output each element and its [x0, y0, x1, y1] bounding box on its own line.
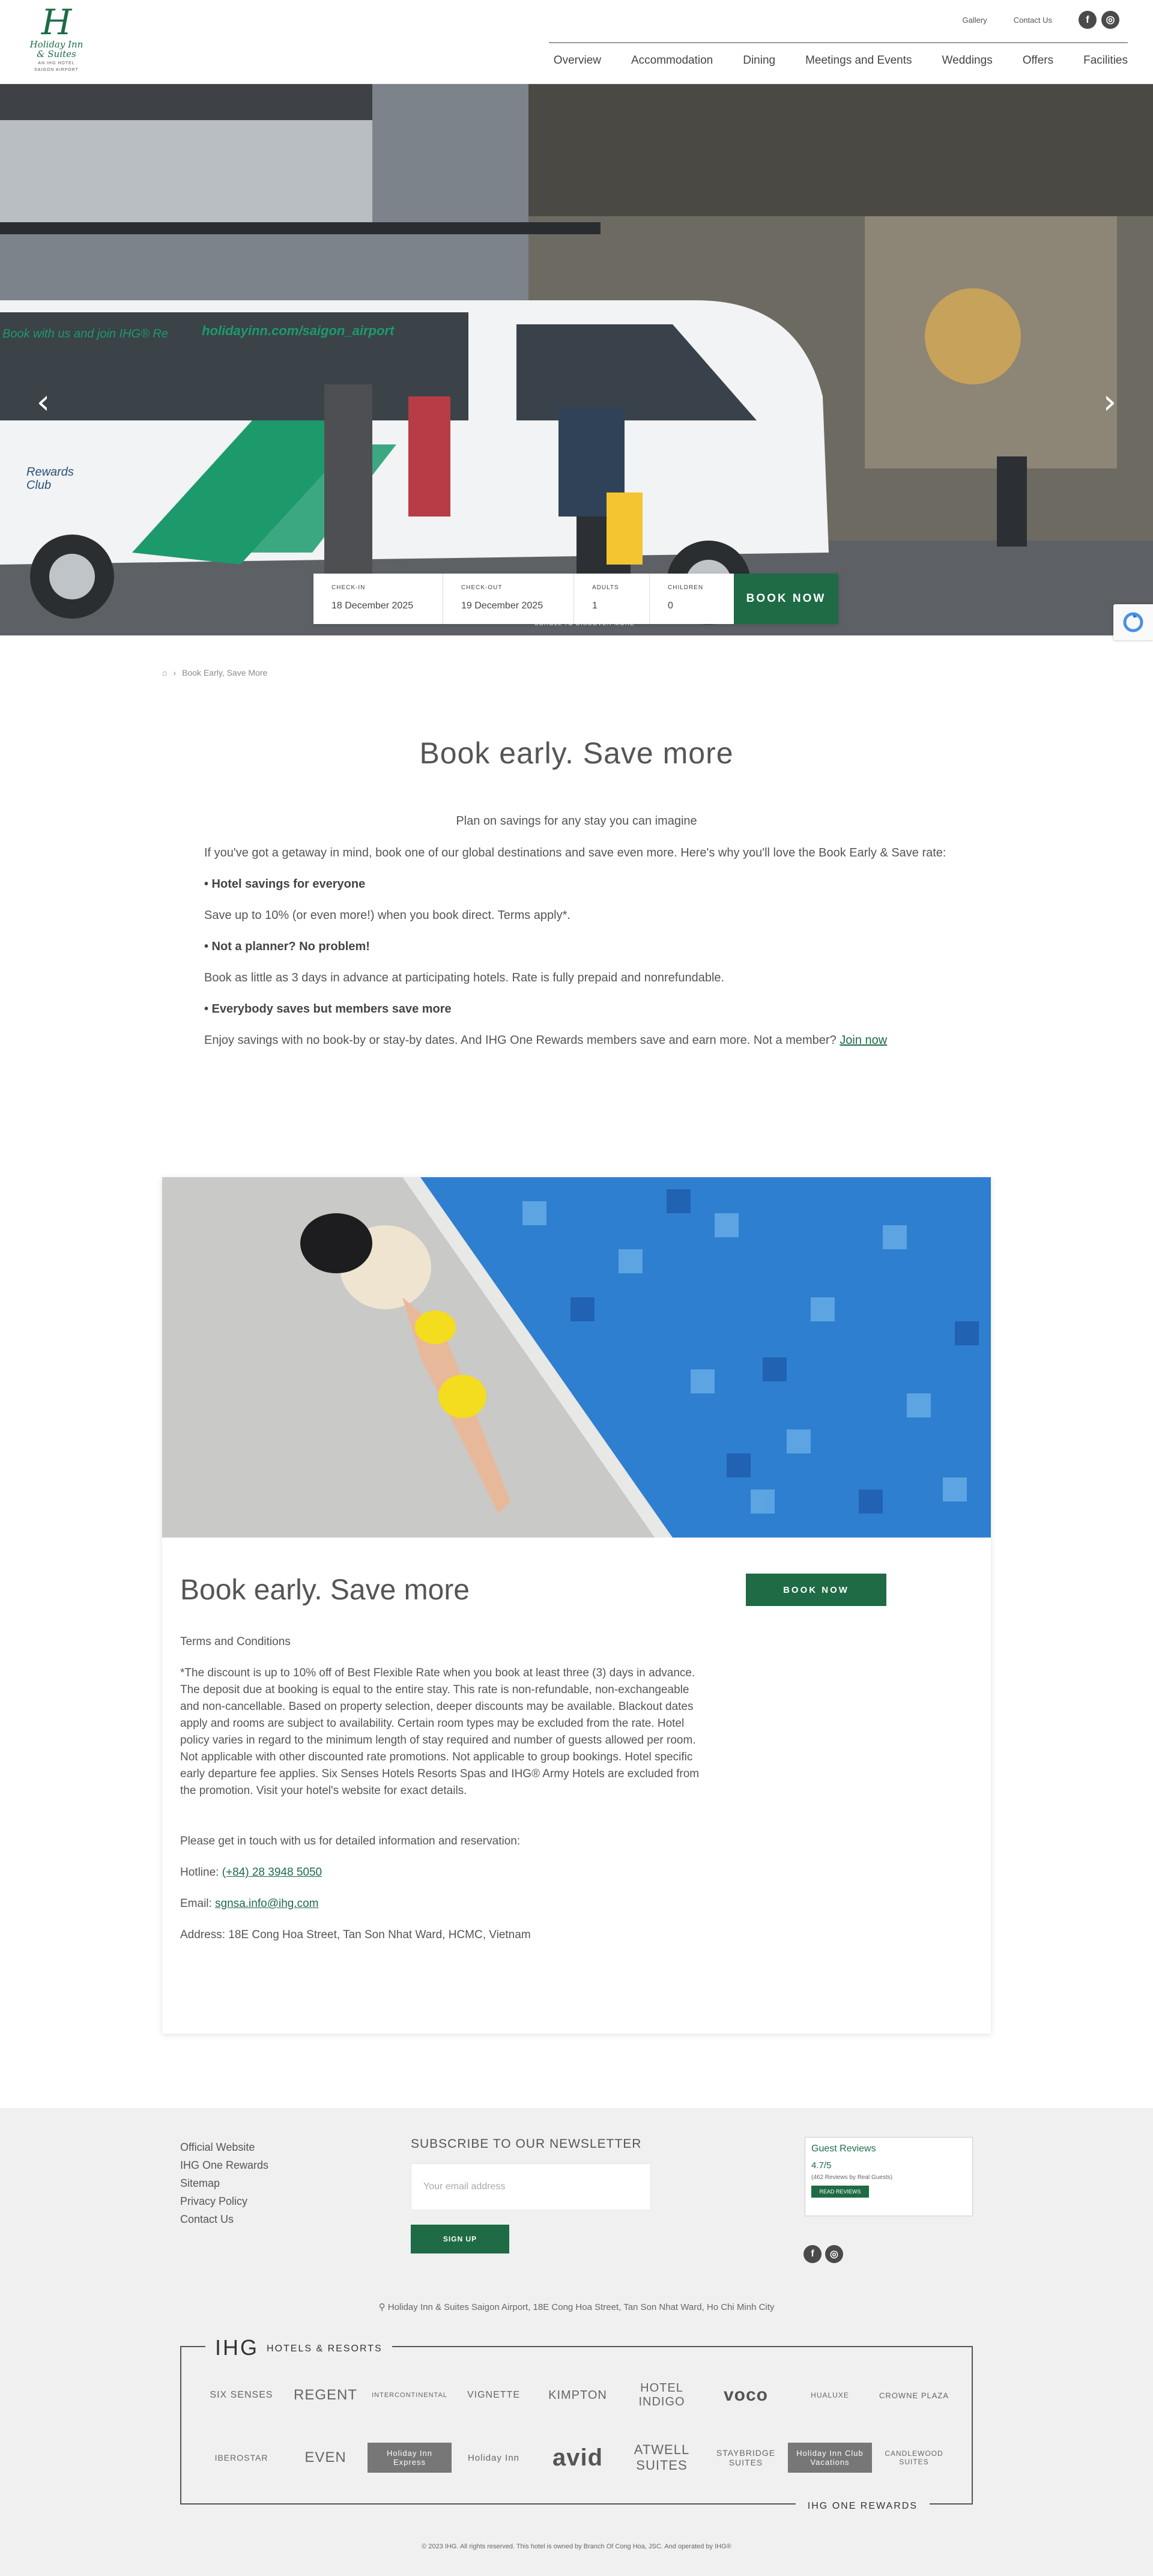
brand-intercontinental[interactable]: INTERCONTINENTAL — [372, 2392, 447, 2399]
breadcrumb-separator: › — [173, 668, 177, 677]
children-field[interactable] — [650, 574, 734, 624]
nav-weddings[interactable]: Weddings — [942, 54, 993, 67]
intro-paragraph: If you've got a getaway in mind, book one of our global destinations and save even more. Here's why you'll love the Book Early & Save rate: — [204, 846, 946, 859]
location-pin-icon: ⚲ — [378, 2302, 386, 2312]
checkout-value: 19 December 2025 — [461, 601, 543, 611]
logo-tagline: AN IHG HOTEL — [38, 61, 75, 65]
reviews-rating: 4.7/5 — [811, 2160, 832, 2171]
van-text-3: Rewards — [26, 465, 74, 479]
breadcrumb — [162, 668, 267, 677]
intro-body — [204, 844, 955, 1063]
ihg-logo[interactable] — [205, 2335, 392, 2360]
hotline-link[interactable]: (+84) 28 3948 5050 — [222, 1866, 322, 1879]
hero-image — [0, 84, 1153, 635]
booking-bar — [313, 574, 838, 624]
site-header — [0, 0, 1153, 84]
logo-name-2: & Suites — [37, 49, 76, 59]
nav-accommodation[interactable]: Accommodation — [631, 54, 713, 67]
brand-holiday-inn-express-text: Holiday Inn Express — [368, 2443, 452, 2473]
hotline-label: Hotline: — [180, 1866, 219, 1879]
brand-iberostar[interactable]: IBEROSTAR — [214, 2453, 268, 2462]
nav-meetings[interactable]: Meetings and Events — [805, 54, 912, 67]
brand-even[interactable]: EVEN — [304, 2449, 347, 2465]
van-text-1: Book with us and join IHG® Re — [2, 327, 168, 341]
hero-slider — [0, 84, 1153, 635]
instagram-icon[interactable]: ◎ — [1101, 11, 1119, 29]
brand-avid[interactable]: avid — [552, 2444, 604, 2471]
brand-holiday-inn-express[interactable] — [368, 2437, 452, 2478]
page-title: Book early. Save more — [419, 736, 734, 770]
intro-paragraph-text: Enjoy savings with no book-by or stay-by dates. And IHG One Rewards members save and earn more. Not a member? — [204, 1034, 837, 1047]
guest-reviews-widget — [805, 2137, 973, 2216]
brand-candlewood-suites[interactable]: CANDLEWOOD SUITES — [885, 2449, 943, 2466]
checkout-field[interactable] — [443, 574, 574, 624]
offer-image — [162, 1177, 991, 1538]
contact-intro: Please get in touch with us for detailed information and reservation: — [180, 1835, 521, 1847]
intro-paragraph: Save up to 10% (or even more!) when you book direct. Terms apply*. — [204, 909, 570, 922]
offer-title: Book early. Save more — [180, 1574, 470, 1606]
van-text-4: Club — [26, 479, 52, 492]
offer-text — [180, 1634, 709, 1958]
van-text-2: holidayinn.com/saigon_airport — [202, 323, 395, 338]
ihg-sub: HOTELS & RESORTS — [267, 2344, 383, 2354]
brand-holiday-inn-club-text: Holiday Inn Club Vacations — [788, 2443, 872, 2473]
hotline-line — [180, 1864, 709, 1881]
main-nav — [524, 54, 1128, 67]
book-now-button[interactable]: BOOK NOW — [734, 574, 838, 624]
page-subtitle: Plan on savings for any stay you can imagine — [456, 814, 697, 828]
footer-link-official-website[interactable]: Official Website — [180, 2141, 255, 2153]
footer-address — [0, 2302, 1153, 2312]
offer-card — [162, 1177, 991, 2034]
terms-text: *The discount is up to 10% off of Best Flexible Rate when you book at least three (3) days in advance. The deposit due at booking is equal to the entire stay. This rate is non-refundable, non-exchangeable and non-cancellable. Based on property selection, deeper discounts may be available. Blackout dates apply and rooms are subject to availability. Certain room types may be excluded from the rate. Hotel policy varies in regard to the minimum length of stay required and number of guests allowed per room. Not applicable with other discounted rate promotions. Not applicable to group bookings. Hotel specific early departure fee applies. Six Senses Hotels Resorts Spas and IHG® Army Hotels are excluded from the promotion. Visit your hotel's website for exact details. — [180, 1667, 700, 1797]
copyright: © 2023 IHG. All rights reserved. This hotel is owned by Branch Of Cong Hoa, JSC. And operated by IHG® — [422, 2543, 731, 2550]
checkout-label: CHECK-OUT — [461, 584, 503, 591]
footer-address-text: Holiday Inn & Suites Saigon Airport, 18E Cong Hoa Street, Tan Son Nhat Ward, Ho Chi Minh City — [387, 2302, 775, 2312]
nav-facilities[interactable]: Facilities — [1083, 54, 1128, 67]
top-links — [963, 11, 1120, 29]
instagram-icon[interactable]: ◎ — [825, 2245, 843, 2263]
logo-location: SAIGON AIRPORT — [34, 68, 79, 72]
nav-dining[interactable]: Dining — [743, 54, 776, 67]
facebook-icon[interactable]: f — [803, 2245, 822, 2263]
logo-mark: H — [41, 2, 72, 43]
adults-label: ADULTS — [592, 584, 619, 591]
recaptcha-badge[interactable] — [1113, 604, 1153, 640]
offer-book-now-button[interactable]: BOOK NOW — [746, 1574, 886, 1606]
site-footer — [0, 2108, 1153, 2576]
brand-hotel-indigo[interactable]: HOTEL INDIGO — [638, 2381, 685, 2408]
brand-regent[interactable]: REGENT — [293, 2387, 357, 2403]
read-reviews-button[interactable]: READ REVIEWS — [811, 2186, 869, 2198]
join-now-link[interactable]: Join now — [840, 1034, 888, 1047]
checkin-label: CHECK-IN — [331, 584, 366, 591]
newsletter-title: SUBSCRIBE TO OUR NEWSLETTER — [411, 2137, 642, 2151]
address-line: Address: 18E Cong Hoa Street, Tan Son Nhat Ward, HCMC, Vietnam — [180, 1929, 531, 1941]
email-line — [180, 1896, 709, 1912]
checkin-field[interactable] — [313, 574, 443, 624]
home-icon[interactable]: ⌂ — [162, 668, 168, 677]
slider-next-icon[interactable]: › — [1103, 383, 1117, 422]
footer-link-privacy[interactable]: Privacy Policy — [180, 2195, 248, 2207]
brand-atwell-suites[interactable]: ATWELL SUITES — [634, 2442, 690, 2473]
recaptcha-icon — [1113, 604, 1153, 640]
footer-social — [803, 2245, 843, 2263]
brand-staybridge-suites[interactable]: STAYBRIDGE SUITES — [716, 2448, 776, 2467]
email-link[interactable]: sgnsa.info@ihg.com — [215, 1897, 319, 1910]
terms-title: Terms and Conditions — [180, 1635, 291, 1648]
adults-value: 1 — [592, 601, 598, 611]
children-label: CHILDREN — [668, 584, 704, 591]
reviews-title: Guest Reviews — [811, 2144, 876, 2154]
gallery-link[interactable]: Gallery — [962, 15, 987, 25]
nav-overview[interactable]: Overview — [553, 54, 601, 67]
footer-link-ihg-rewards[interactable]: IHG One Rewards — [180, 2159, 269, 2171]
brand-six-senses[interactable]: SIX SENSES — [210, 2390, 273, 2400]
footer-link-contact[interactable]: Contact Us — [180, 2213, 234, 2225]
brand-crowne-plaza[interactable]: CROWNE PLAZA — [879, 2390, 949, 2400]
reviews-count: (462 Reviews by Real Guests) — [811, 2174, 893, 2181]
logo-name-1: Holiday Inn — [29, 39, 83, 50]
newsletter — [411, 2137, 651, 2253]
intro-heading: • Not a planner? No problem! — [204, 940, 370, 953]
brand-voco[interactable]: voco — [723, 2385, 769, 2405]
hotel-logo[interactable] — [28, 2, 85, 76]
children-value: 0 — [668, 601, 673, 611]
brand-logo-grid — [199, 2375, 956, 2478]
ihg-brands — [180, 2335, 973, 2511]
intro-last-paragraph — [204, 1032, 955, 1049]
brand-holiday-inn[interactable]: Holiday Inn — [467, 2452, 520, 2463]
signup-button[interactable]: SIGN UP — [411, 2225, 509, 2253]
breadcrumb-current: Book Early, Save More — [182, 668, 268, 677]
slider-prev-icon[interactable]: ‹ — [36, 383, 50, 422]
intro-paragraph: Book as little as 3 days in advance at participating hotels. Rate is fully prepaid and nonrefundable. — [204, 971, 725, 984]
newsletter-email-input[interactable]: Your email address — [411, 2163, 651, 2210]
email-label: Email: — [180, 1897, 212, 1910]
intro-heading: • Hotel savings for everyone — [204, 877, 366, 891]
contact-us-link[interactable]: Contact Us — [1013, 15, 1052, 25]
brand-holiday-inn-club[interactable] — [788, 2437, 872, 2478]
footer-link-sitemap[interactable]: Sitemap — [180, 2177, 220, 2189]
brand-hualuxe[interactable]: HUALUXE — [811, 2391, 849, 2399]
nav-offers[interactable]: Offers — [1022, 54, 1054, 67]
facebook-icon[interactable]: f — [1079, 11, 1097, 29]
intro-heading: • Everybody saves but members save more — [204, 1002, 452, 1016]
ihg-title: IHG — [215, 2335, 259, 2360]
brand-vignette[interactable]: VIGNETTE — [467, 2390, 520, 2400]
ihg-rewards-logo[interactable]: IHG ONE REWARDS — [796, 2501, 930, 2512]
checkin-value: 18 December 2025 — [331, 601, 414, 611]
footer-links — [180, 2138, 268, 2228]
adults-field[interactable] — [574, 574, 650, 624]
social-links — [1079, 11, 1119, 29]
brand-kimpton[interactable]: KIMPTON — [548, 2388, 607, 2402]
pool-image — [162, 1177, 991, 1538]
nav-divider — [549, 42, 1128, 43]
